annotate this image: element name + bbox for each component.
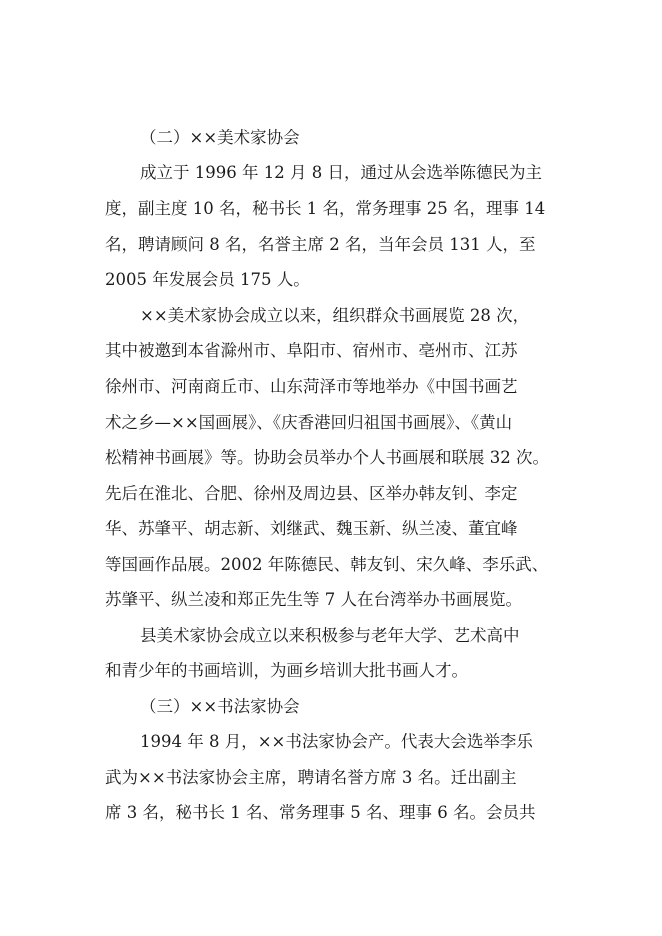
paragraph-line: 华、苏肇平、胡志新、刘继武、魏玉新、纵兰凌、董宜峰 [105, 519, 518, 538]
section-heading: （三）××书法家协会 [140, 697, 300, 716]
paragraph-line: 名，聘请顾问 8 名，名誉主席 2 名，当年会员 131 人，至 [105, 235, 536, 254]
paragraph-line: 度，副主度 10 名，秘书长 1 名，常务理事 25 名，理事 14 [105, 199, 546, 218]
paragraph-line: 苏肇平、纵兰凌和郑正先生等 7 人在台湾举办书画展览。 [105, 590, 522, 609]
section-heading: （二）××美术家协会 [140, 128, 300, 147]
paragraph-line: 先后在淮北、合肥、徐州及周边县、区举办韩友钊、李定 [105, 484, 518, 503]
paragraph-line: 等国画作品展。2002 年陈德民、韩友钊、宋久峰、李乐武、 [105, 555, 549, 574]
paragraph-line: 其中被邀到本省滁州市、阜阳市、宿州市、亳州市、江苏 [105, 341, 518, 360]
paragraph-line: ××美术家协会成立以来，组织群众书画展览 28 次， [140, 306, 530, 325]
paragraph-line: 2005 年发展会员 175 人。 [105, 270, 310, 289]
paragraph-line: 成立于 1996 年 12 月 8 日，通过从会选举陈德民为主 [140, 163, 542, 182]
paragraph-line: 松精神书画展》等。协助会员举办个人书画展和联展 32 次。 [105, 448, 549, 467]
paragraph-line: 1994 年 8 月，××书法家协会产。代表大会选举李乐 [140, 732, 533, 751]
paragraph-line: 县美术家协会成立以来积极参与老年大学、艺术高中 [140, 626, 520, 645]
paragraph-line: 武为××书法家协会主席，聘请名誉方席 3 名。迁出副主 [105, 768, 517, 787]
paragraph-line: 徐州市、河南商丘市、山东菏泽市等地举办《中国书画艺 [105, 377, 518, 396]
paragraph-line: 席 3 名，秘书长 1 名、常务理事 5 名、理事 6 名。会员共 [105, 803, 536, 822]
paragraph-line: 和青少年的书画培训，为画乡培训大批书画人才。 [105, 661, 468, 680]
paragraph-line: 术之乡—××国画展》、《庆香港回归祖国书画展》、《黄山 [105, 413, 513, 432]
